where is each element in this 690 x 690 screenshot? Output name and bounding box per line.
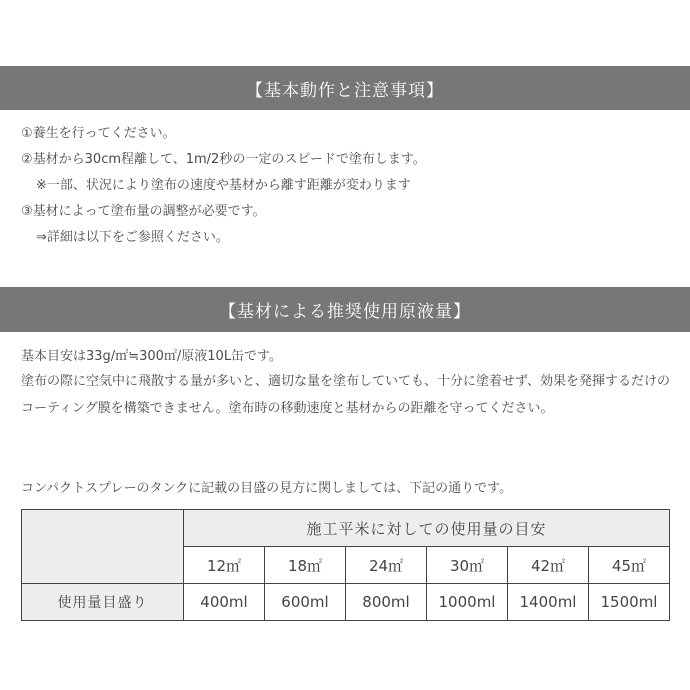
usage-table: [21, 509, 670, 621]
section-header-basic-operation: [0, 66, 690, 110]
table-row-label: 使用量目盛り: [22, 584, 184, 621]
area-cell: 42㎡: [508, 547, 589, 584]
table-row: [22, 584, 670, 621]
area-cell: 24㎡: [346, 547, 427, 584]
volume-cell: 1000ml: [427, 584, 508, 621]
application-paragraph: 塗布の際に空気中に飛散する量が多いと、適切な量を塗布していても、十分に塗着せず、効果を発揮するだけのコーティング膜を構築できません。塗布時の移動速度と基材からの距離を守ってください。: [21, 374, 670, 416]
basic-guideline: 基本目安は33g/㎡≒300㎡/原液10L缶です。: [21, 349, 283, 364]
instruction-line-2: ②基材から30cm程離して、1m/2秒の一定のスピードで塗布します。: [21, 152, 426, 167]
section-title: 【基材による推奨使用原液量】: [219, 302, 471, 322]
area-cell: 18㎡: [265, 547, 346, 584]
area-cell: 30㎡: [427, 547, 508, 584]
volume-cell: 1400ml: [508, 584, 589, 621]
section-header-recommended-amount: [0, 287, 690, 332]
volume-cell: 1500ml: [589, 584, 670, 621]
volume-cell: 800ml: [346, 584, 427, 621]
volume-cell: 600ml: [265, 584, 346, 621]
volume-cell: 400ml: [184, 584, 265, 621]
table-intro: コンパクトスプレーのタンクに記載の目盛の見方に関しましては、下記の通りです。: [21, 481, 513, 496]
area-cell: 45㎡: [589, 547, 670, 584]
table-group-header: 施工平米に対しての使用量の目安: [184, 510, 670, 547]
instruction-note: ※一部、状況により塗布の速度や基材から離す距離が変わります: [36, 178, 411, 193]
instruction-reference: ⇒詳細は以下をご参照ください。: [36, 230, 229, 245]
section-title: 【基本動作と注意事項】: [246, 80, 444, 101]
instruction-line-3: ③基材によって塗布量の調整が必要です。: [21, 204, 266, 219]
table-corner-cell: [22, 510, 184, 584]
area-cell: 12㎡: [184, 547, 265, 584]
table-row: [22, 510, 670, 547]
instruction-line-1: ①養生を行ってください。: [21, 126, 176, 141]
